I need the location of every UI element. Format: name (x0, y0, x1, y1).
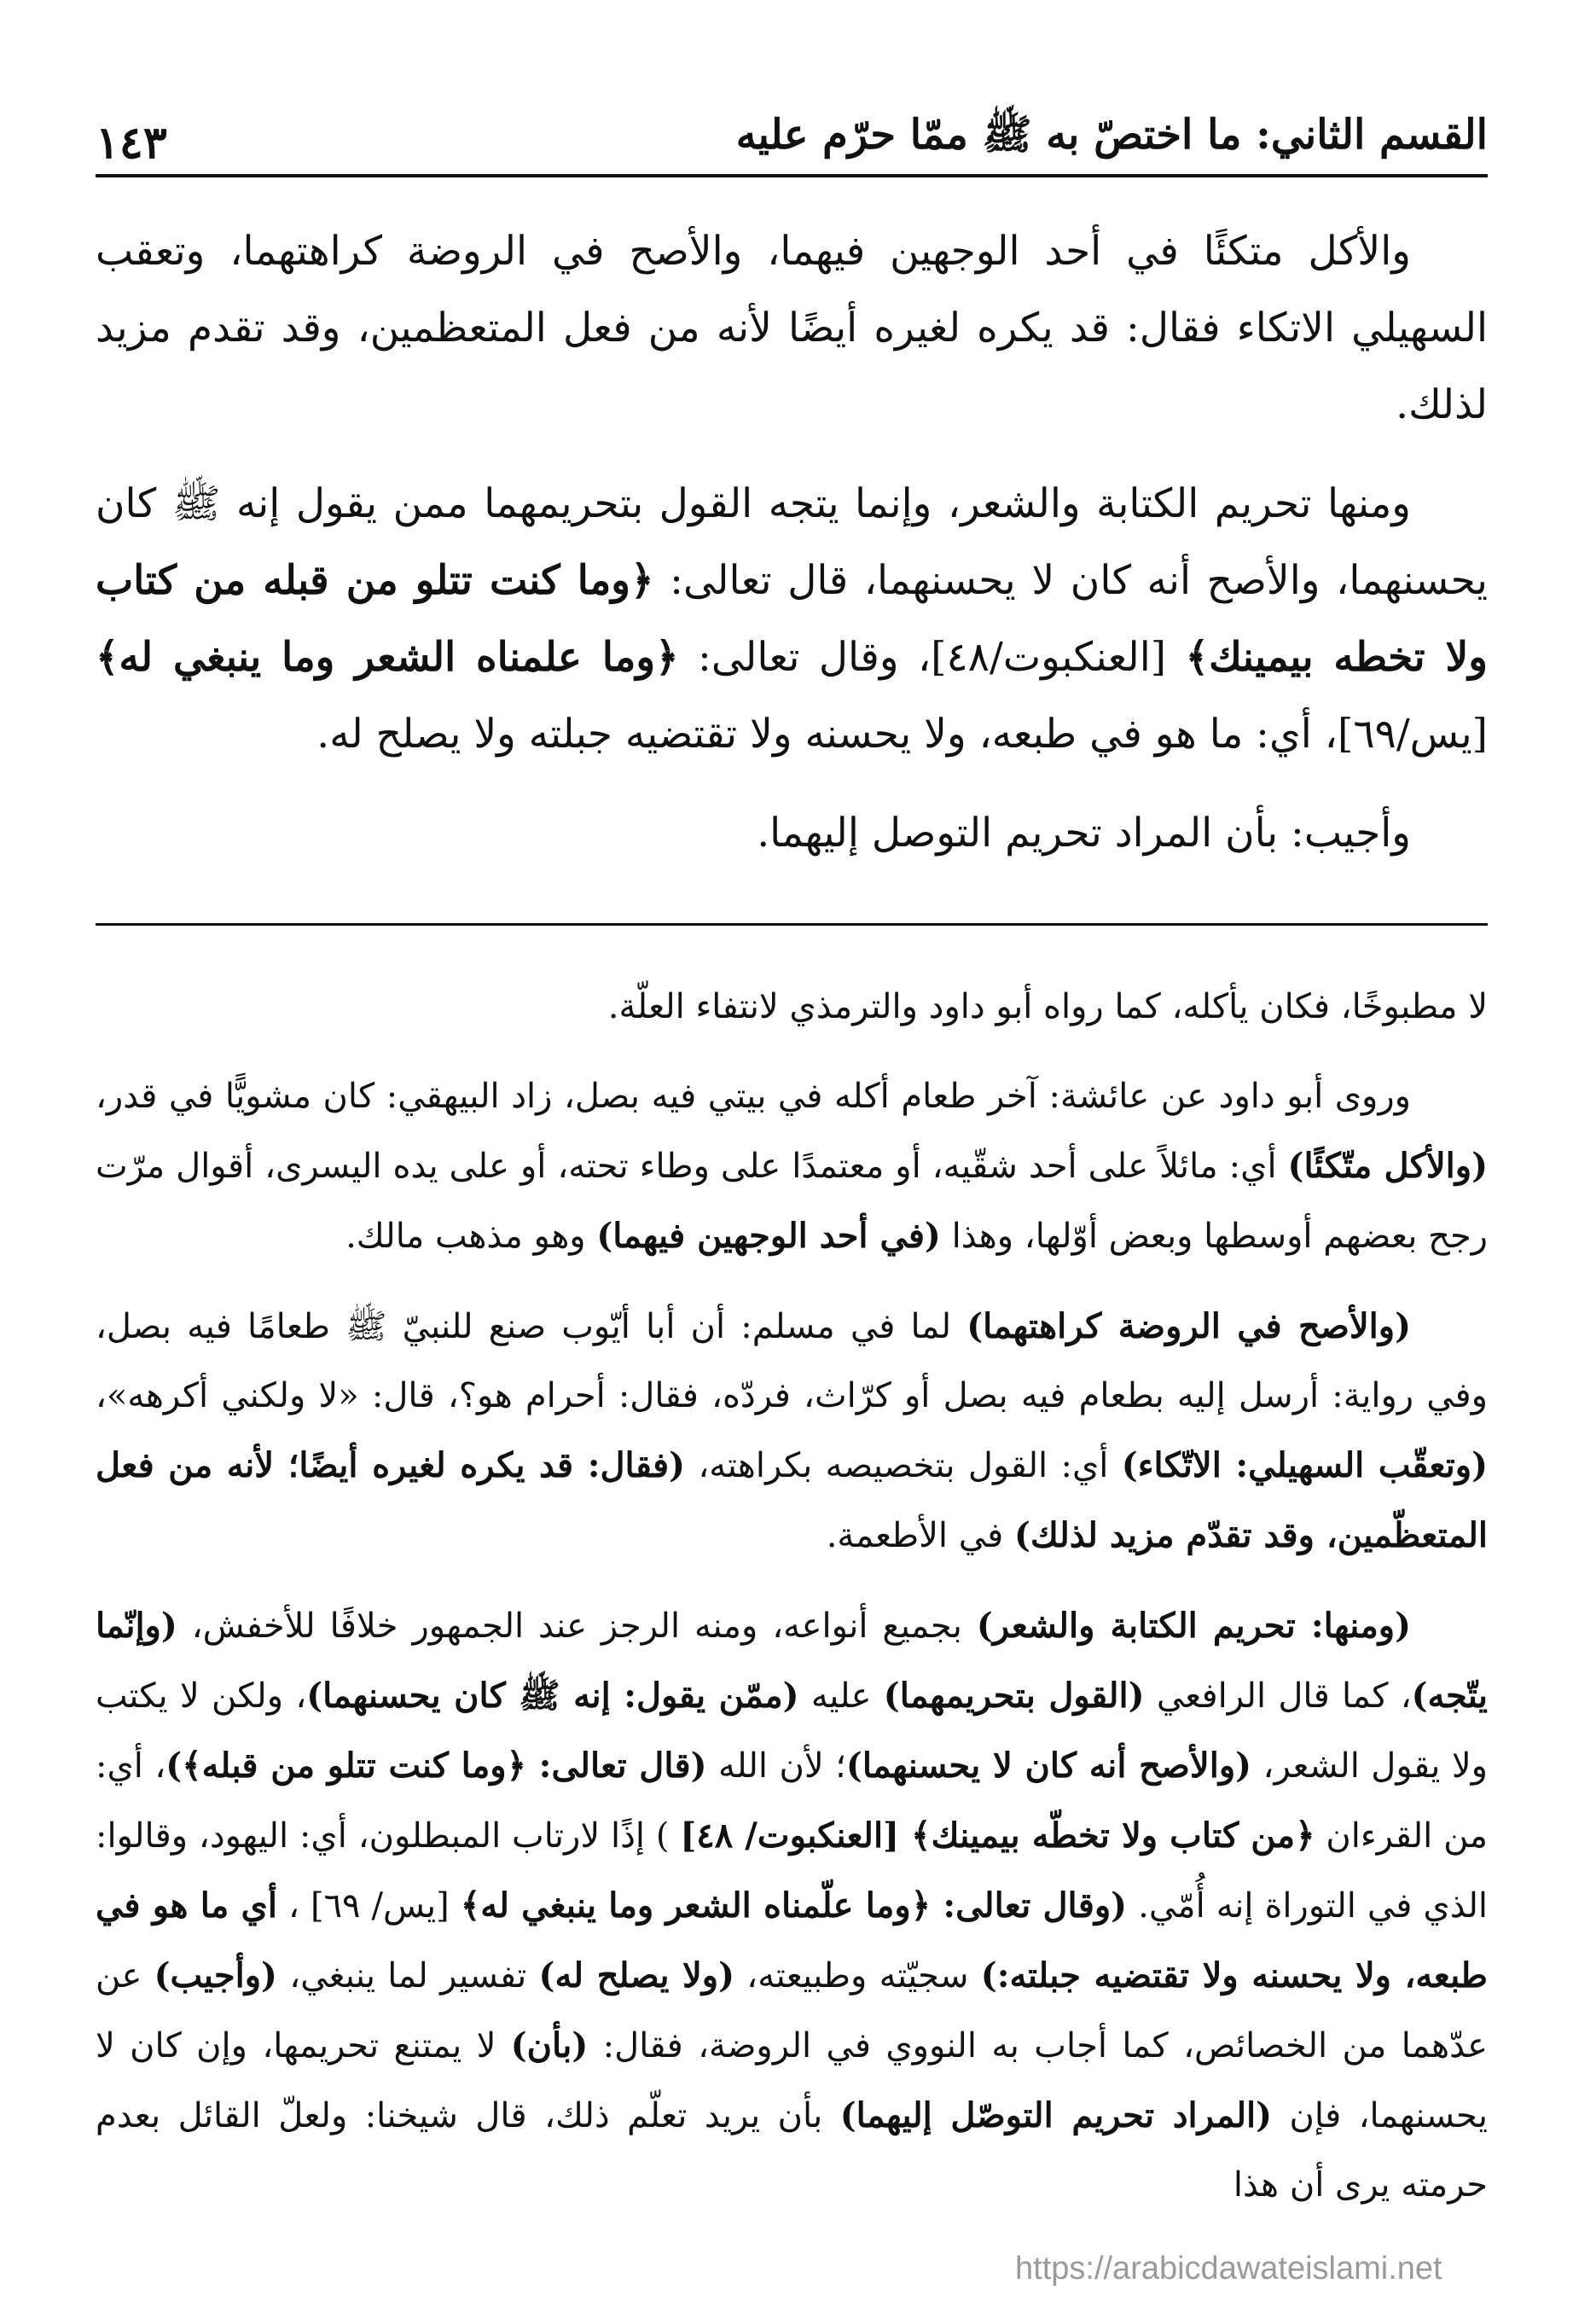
quoted-matn: (القول بتحريمهما) (883, 1676, 1145, 1716)
commentary-text (96, 973, 1488, 2240)
watermark-url: https://arabicdawateislami.net (1015, 2251, 1442, 2286)
commentary-span: ، كما قال الرافعي (1144, 1676, 1412, 1716)
quoted-matn: (فقال: قد يكره لغيره أيضًا؛ لأنه من فعل المتعظّمين، وقد تقدّم مزيد لذلك) (96, 1445, 1488, 1555)
commentary-span: لا يمتنع تحريمها، وإن كان لا يحسنهما، فإن (96, 2026, 1488, 2135)
quoted-matn: (ومنها: تحريم الكتابة والشعر) (976, 1606, 1411, 1646)
commentary-paragraph (96, 973, 1488, 1042)
quoted-matn: (المراد تحريم التوصّل إليهما) (839, 2095, 1273, 2135)
commentary-span: أي: مائلاً على أحد شقّيه، أو معتمدًا على وطاء تحته، أو على يده اليسرى، أقوال مرّت رجح بعضهم أوسطها وبعض أوّلها، وهذا (96, 1147, 1488, 1256)
commentary-span: لا مطبوخًا، فكان يأكله، كما رواه أبو داود والترمذي لانتفاء العلّة. (607, 987, 1488, 1026)
quoted-matn: (ولا يصلح له) (538, 1955, 735, 1996)
quoted-matn: (والأكل متّكئًا) (1287, 1146, 1488, 1186)
section-divider (96, 923, 1488, 926)
quoted-matn: (وتعقّب السهيلي: الاتّكاء) (1121, 1445, 1489, 1485)
commentary-span: [يس/ ٦٩] ، (276, 1886, 461, 1926)
commentary-paragraph (96, 1292, 1488, 1571)
main-text-span: والأكل متكئًا في أحد الوجهين فيهما، والأصح في الروضة كراهتهما، وتعقب السهيلي الاتكاء فقال: قد يكره لغيره أيضًا لأنه من فعل المتعظمين، وقد تقدم مزيد لذلك. (96, 228, 1488, 428)
commentary-span: أي: القول بتخصيصه بكراهته، (685, 1446, 1122, 1485)
running-title: القسم الثاني: ما اختصّ به ﷺ ممّا حرّم عليه (735, 111, 1488, 159)
quoted-matn: (ممّن يقول: إنه ﷺ كان يحسنهما) (306, 1676, 799, 1716)
commentary-span: سجيّته وطبيعته، (734, 1956, 981, 1996)
commentary-span: ، أي: من القرءان (96, 1746, 1488, 1856)
commentary-span: في الأطعمة. (826, 1516, 1014, 1555)
quoted-matn: أي ما هو في طبعه، ولا يحسنه ولا تقتضيه جبلته:) (96, 1885, 1489, 1996)
quoted-matn: (في أحد الوجهين فيهما) (596, 1216, 941, 1256)
main-paragraph (96, 795, 1488, 872)
quoted-matn: (والأصح أنه كان لا يحسنهما) (845, 1746, 1252, 1786)
commentary-span: بأن يريد تعلّم ذلك، قال شيخنا: ولعلّ القائل بعدم حرمته يرى أن هذا (96, 2096, 1488, 2205)
quoted-matn: (قال تعالى: ﴿وما كنت تتلو من قبله﴾) (165, 1746, 707, 1786)
main-text-span: ومنها تحريم الكتابة والشعر، وإنما يتجه القول بتحريمهما ممن يقول إنه ﷺ كان يحسنهما، والأصح أنه كان لا يحسنهما، قال تعالى: (96, 480, 1489, 604)
quoted-matn: (بأن) (510, 2025, 589, 2065)
quoted-matn: ﴿من كتاب ولا تخطّه بيمينك﴾ [العنكبوت/ ٤٨] (680, 1816, 1315, 1856)
main-text (96, 213, 1488, 894)
quoted-matn: (وقال تعالى: ﴿وما علّمناه الشعر وما ينبغي له﴾ (460, 1885, 1128, 1926)
commentary-span: ، ولكن لا يكتب ولا يقول الشعر، (96, 1676, 1488, 1786)
main-text-span: وأجيب: بأن المراد تحريم التوصل إليهما. (757, 810, 1411, 857)
commentary-span: ؛ لأن الله (706, 1746, 846, 1786)
commentary-span: بجميع أنواعه، ومنه الرجز عند الجمهور خلافًا للأخفش، (177, 1606, 977, 1646)
commentary-span: ) إذًا لارتاب المبطلون، أي: اليهود، وقالوا: الذي في التوراة إنه أُمّي. (96, 1816, 1489, 1926)
page-number: ١٤٣ (96, 117, 167, 169)
main-paragraph (96, 466, 1488, 773)
quran-quote: ﴿وما كنت تتلو من قبله من كتاب ولا تخطه بيمينك﴾ (96, 557, 1488, 681)
quoted-matn: (وإنّما يتّجه) (96, 1606, 1489, 1716)
commentary-span: تفسير لما ينبغي، (276, 1956, 539, 1996)
quran-quote: ﴿وما علمناه الشعر وما ينبغي له﴾ (96, 634, 679, 681)
commentary-paragraph (96, 1591, 1488, 2220)
commentary-span: لما في مسلم: أن أبا أيّوب صنع للنبيّ ﷺ طعامًا فيه بصل، وفي رواية: أرسل إليه بطعام فيه بصل أو كرّاث، فردّه، فقال: أحرام هو؟، قال: «لا ولكني أكرهه»، (96, 1307, 1488, 1415)
quoted-matn: (والأصح في الروضة كراهتهما) (966, 1306, 1412, 1346)
main-text-span: [يس/٦٩]، أي: ما هو في طبعه، ولا يحسنه ولا تقتضيه جبلته ولا يصلح له. (316, 711, 1488, 758)
commentary-paragraph (96, 1062, 1488, 1271)
main-text-span: [العنكبوت/٤٨]، وقال تعالى: (678, 634, 1186, 681)
commentary-span: وهو مذهب مالك. (345, 1217, 597, 1256)
commentary-span: عليه (798, 1676, 884, 1716)
commentary-span: وروى أبو داود عن عائشة: آخر طعام أكله في بيتي فيه بصل، زاد البيهقي: كان مشويًّا في قدر، (96, 1077, 1411, 1116)
quoted-matn: (وأجيب) (154, 1955, 277, 1996)
page-header (96, 92, 1488, 177)
main-paragraph (96, 213, 1488, 444)
commentary-span: عن عدّهما من الخصائص، كما أجاب به النووي في الروضة، فقال: (96, 1956, 1488, 2065)
